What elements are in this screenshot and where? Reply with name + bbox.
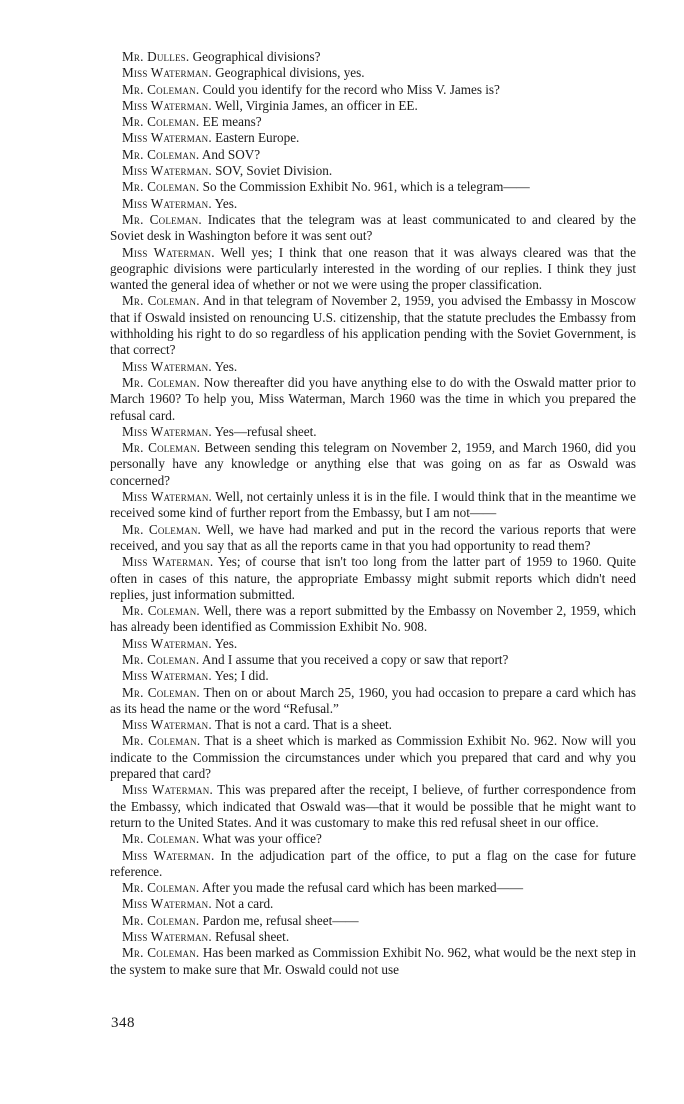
speech-text: Well, Virginia James, an officer in EE.	[211, 97, 418, 113]
speech-text: And SOV?	[199, 146, 261, 162]
testimony-paragraph	[110, 130, 636, 146]
speech-text: What was your office?	[199, 831, 322, 847]
testimony-paragraph	[110, 848, 636, 881]
testimony-paragraph	[110, 212, 636, 245]
testimony-paragraph	[110, 554, 636, 603]
testimony-paragraph	[110, 522, 636, 555]
testimony-paragraph	[110, 147, 636, 163]
speaker-name: Mr. Coleman.	[122, 521, 202, 537]
speech-text: And I assume that you received a copy or saw that report?	[199, 651, 509, 667]
testimony-paragraph	[110, 440, 636, 489]
testimony-paragraph	[110, 98, 636, 114]
testimony-paragraph	[110, 603, 636, 636]
speech-text: Yes.	[211, 358, 238, 374]
speech-text: Well, not certainly unless it is in the file. I would think that in the meantime we received some kind of further report from the Embassy, but I am not——	[110, 489, 636, 521]
testimony-paragraph	[110, 636, 636, 652]
speech-text: SOV, Soviet Division.	[211, 163, 333, 179]
speaker-name: Mr. Coleman.	[122, 880, 200, 896]
speaker-name: Mr. Coleman.	[122, 114, 200, 130]
testimony-paragraph	[110, 65, 636, 81]
speaker-name: Mr. Coleman.	[122, 146, 200, 162]
testimony-paragraph	[110, 424, 636, 440]
speech-text: Yes; I did.	[211, 668, 269, 684]
speaker-name: Mr. Coleman.	[122, 179, 200, 195]
speaker-name: Mr. Coleman.	[122, 684, 200, 700]
testimony-paragraph	[110, 896, 636, 912]
speaker-name: Miss Waterman.	[122, 130, 212, 146]
speaker-name: Mr. Dulles.	[122, 49, 190, 64]
speaker-name: Mr. Coleman.	[122, 603, 200, 619]
testimony-paragraph	[110, 359, 636, 375]
speaker-name: Mr. Coleman.	[122, 945, 200, 961]
speaker-name: Miss Waterman.	[122, 929, 212, 945]
speaker-name: Miss Waterman.	[122, 65, 212, 81]
speaker-name: Mr. Coleman.	[122, 440, 201, 456]
speaker-name: Mr. Coleman.	[122, 733, 201, 749]
testimony-paragraph	[110, 668, 636, 684]
speech-text: Eastern Europe.	[211, 130, 300, 146]
testimony-paragraph	[110, 114, 636, 130]
testimony-paragraph	[110, 880, 636, 896]
testimony-paragraph	[110, 652, 636, 668]
speech-text: Pardon me, refusal sheet——	[199, 912, 359, 928]
speech-text: Between sending this telegram on November 2, 1959, and March 1960, did you personally have any knowledge or anything else that was going on as far as Oswald was concerned?	[110, 440, 636, 488]
testimony-paragraph	[110, 685, 636, 718]
speech-text: Yes.	[211, 635, 238, 651]
speech-text: Could you identify for the record who Miss V. James is?	[199, 81, 500, 97]
speech-text: Refusal sheet.	[211, 929, 290, 945]
speech-text: Yes—refusal sheet.	[211, 423, 317, 439]
speaker-name: Mr. Coleman.	[122, 651, 200, 667]
speaker-name: Miss Waterman.	[122, 782, 213, 798]
speaker-name: Miss Waterman.	[122, 847, 215, 863]
testimony-text	[110, 49, 636, 978]
testimony-paragraph	[110, 293, 636, 358]
testimony-paragraph	[110, 179, 636, 195]
speech-text: Yes; of course that isn't too long from the latter part of 1959 to 1960. Quite often in cases of this nature, the appropriate Embassy might submit reports which didn't need replies, just information submitted.	[110, 554, 636, 602]
speech-text: Geographical divisions, yes.	[211, 65, 365, 81]
speaker-name: Miss Waterman.	[122, 358, 212, 374]
speaker-name: Miss Waterman.	[122, 668, 212, 684]
testimony-paragraph	[110, 733, 636, 782]
speech-text: Indicates that the telegram was at least communicated to and cleared by the Soviet desk in Washington before it was sent out?	[110, 211, 636, 244]
speech-text: This was prepared after the receipt, I believe, of further correspondence from the Embassy, which indicated that Oswald was—that it would be possible that he might want to return to the United States. And it was customary to make this red refusal sheet in our office.	[110, 782, 637, 830]
speaker-name: Miss Waterman.	[122, 195, 212, 211]
speech-text: Well, there was a report submitted by the Embassy on November 2, 1959, which has already been identified as Commission Exhibit No. 908.	[110, 603, 637, 635]
testimony-paragraph	[110, 196, 636, 212]
speaker-name: Miss Waterman.	[122, 896, 212, 912]
speech-text: Not a card.	[211, 896, 274, 912]
testimony-paragraph	[110, 831, 636, 847]
speaker-name: Miss Waterman.	[122, 423, 212, 439]
speaker-name: Miss Waterman.	[122, 163, 212, 179]
testimony-paragraph	[110, 245, 636, 294]
speaker-name: Mr. Coleman.	[122, 81, 200, 97]
speech-text: In the adjudication part of the office, to put a flag on the case for future reference.	[110, 847, 636, 879]
speaker-name: Mr. Coleman.	[122, 211, 202, 227]
testimony-paragraph	[110, 945, 636, 978]
testimony-paragraph	[110, 929, 636, 945]
testimony-paragraph	[110, 163, 636, 179]
testimony-paragraph	[110, 489, 636, 522]
speech-text: And in that telegram of November 2, 1959, you advised the Embassy in Moscow that if Oswald insisted on renouncing U.S. citizenship, that the statute precludes the Embassy from withholding his right to do so regardless of his application pending with the Soviet Government, is that correct?	[110, 293, 637, 358]
testimony-paragraph	[110, 82, 636, 98]
speech-text: EE means?	[199, 114, 262, 130]
speaker-name: Mr. Coleman.	[122, 831, 200, 847]
page-number: 348	[111, 1015, 135, 1031]
speaker-name: Mr. Coleman.	[122, 912, 200, 928]
speech-text: Now thereafter did you have anything else to do with the Oswald matter prior to March 1960? To help you, Miss Waterman, March 1960 was the time in which you prepared the refusal card.	[110, 374, 637, 423]
testimony-paragraph	[110, 717, 636, 733]
speech-text: Then on or about March 25, 1960, you had occasion to prepare a card which has as its head the name or the word “Refusal.”	[110, 684, 636, 716]
speech-text: Has been marked as Commission Exhibit No. 962, what would be the next step in the system to make sure that Mr. Oswald could not use	[110, 945, 636, 977]
speech-text: That is not a card. That is a sheet.	[211, 717, 392, 733]
speaker-name: Miss Waterman.	[122, 489, 213, 505]
speaker-name: Mr. Coleman.	[122, 374, 200, 390]
speech-text: Well yes; I think that one reason that it was always cleared was that the geographic divisions were particularly interested in the wording of our replies. I think they just wanted the general idea of whether or not we were using the proper classification.	[110, 244, 637, 293]
speaker-name: Miss Waterman.	[122, 97, 212, 113]
speech-text: That is a sheet which is marked as Commission Exhibit No. 962. Now will you indicate to the Commission the circumstances under which you prepared that card and why you prepared that card?	[110, 733, 637, 782]
speaker-name: Miss Waterman.	[122, 717, 212, 733]
speech-text: Yes.	[211, 195, 238, 211]
speaker-name: Miss Waterman.	[122, 635, 212, 651]
testimony-paragraph	[110, 375, 636, 424]
speech-text: Well, we have had marked and put in the record the various reports that were received, and you say that as all the reports came in that you had opportunity to read them?	[110, 521, 637, 553]
speech-text: After you made the refusal card which has been marked——	[199, 880, 524, 896]
speaker-name: Miss Waterman.	[122, 554, 214, 570]
testimony-paragraph	[110, 49, 636, 65]
speaker-name: Miss Waterman.	[122, 244, 215, 260]
speech-text: So the Commission Exhibit No. 961, which is a telegram——	[199, 179, 530, 195]
testimony-paragraph	[110, 782, 636, 831]
speaker-name: Mr. Coleman.	[122, 293, 200, 309]
speech-text: Geographical divisions?	[189, 49, 321, 64]
testimony-paragraph	[110, 913, 636, 929]
